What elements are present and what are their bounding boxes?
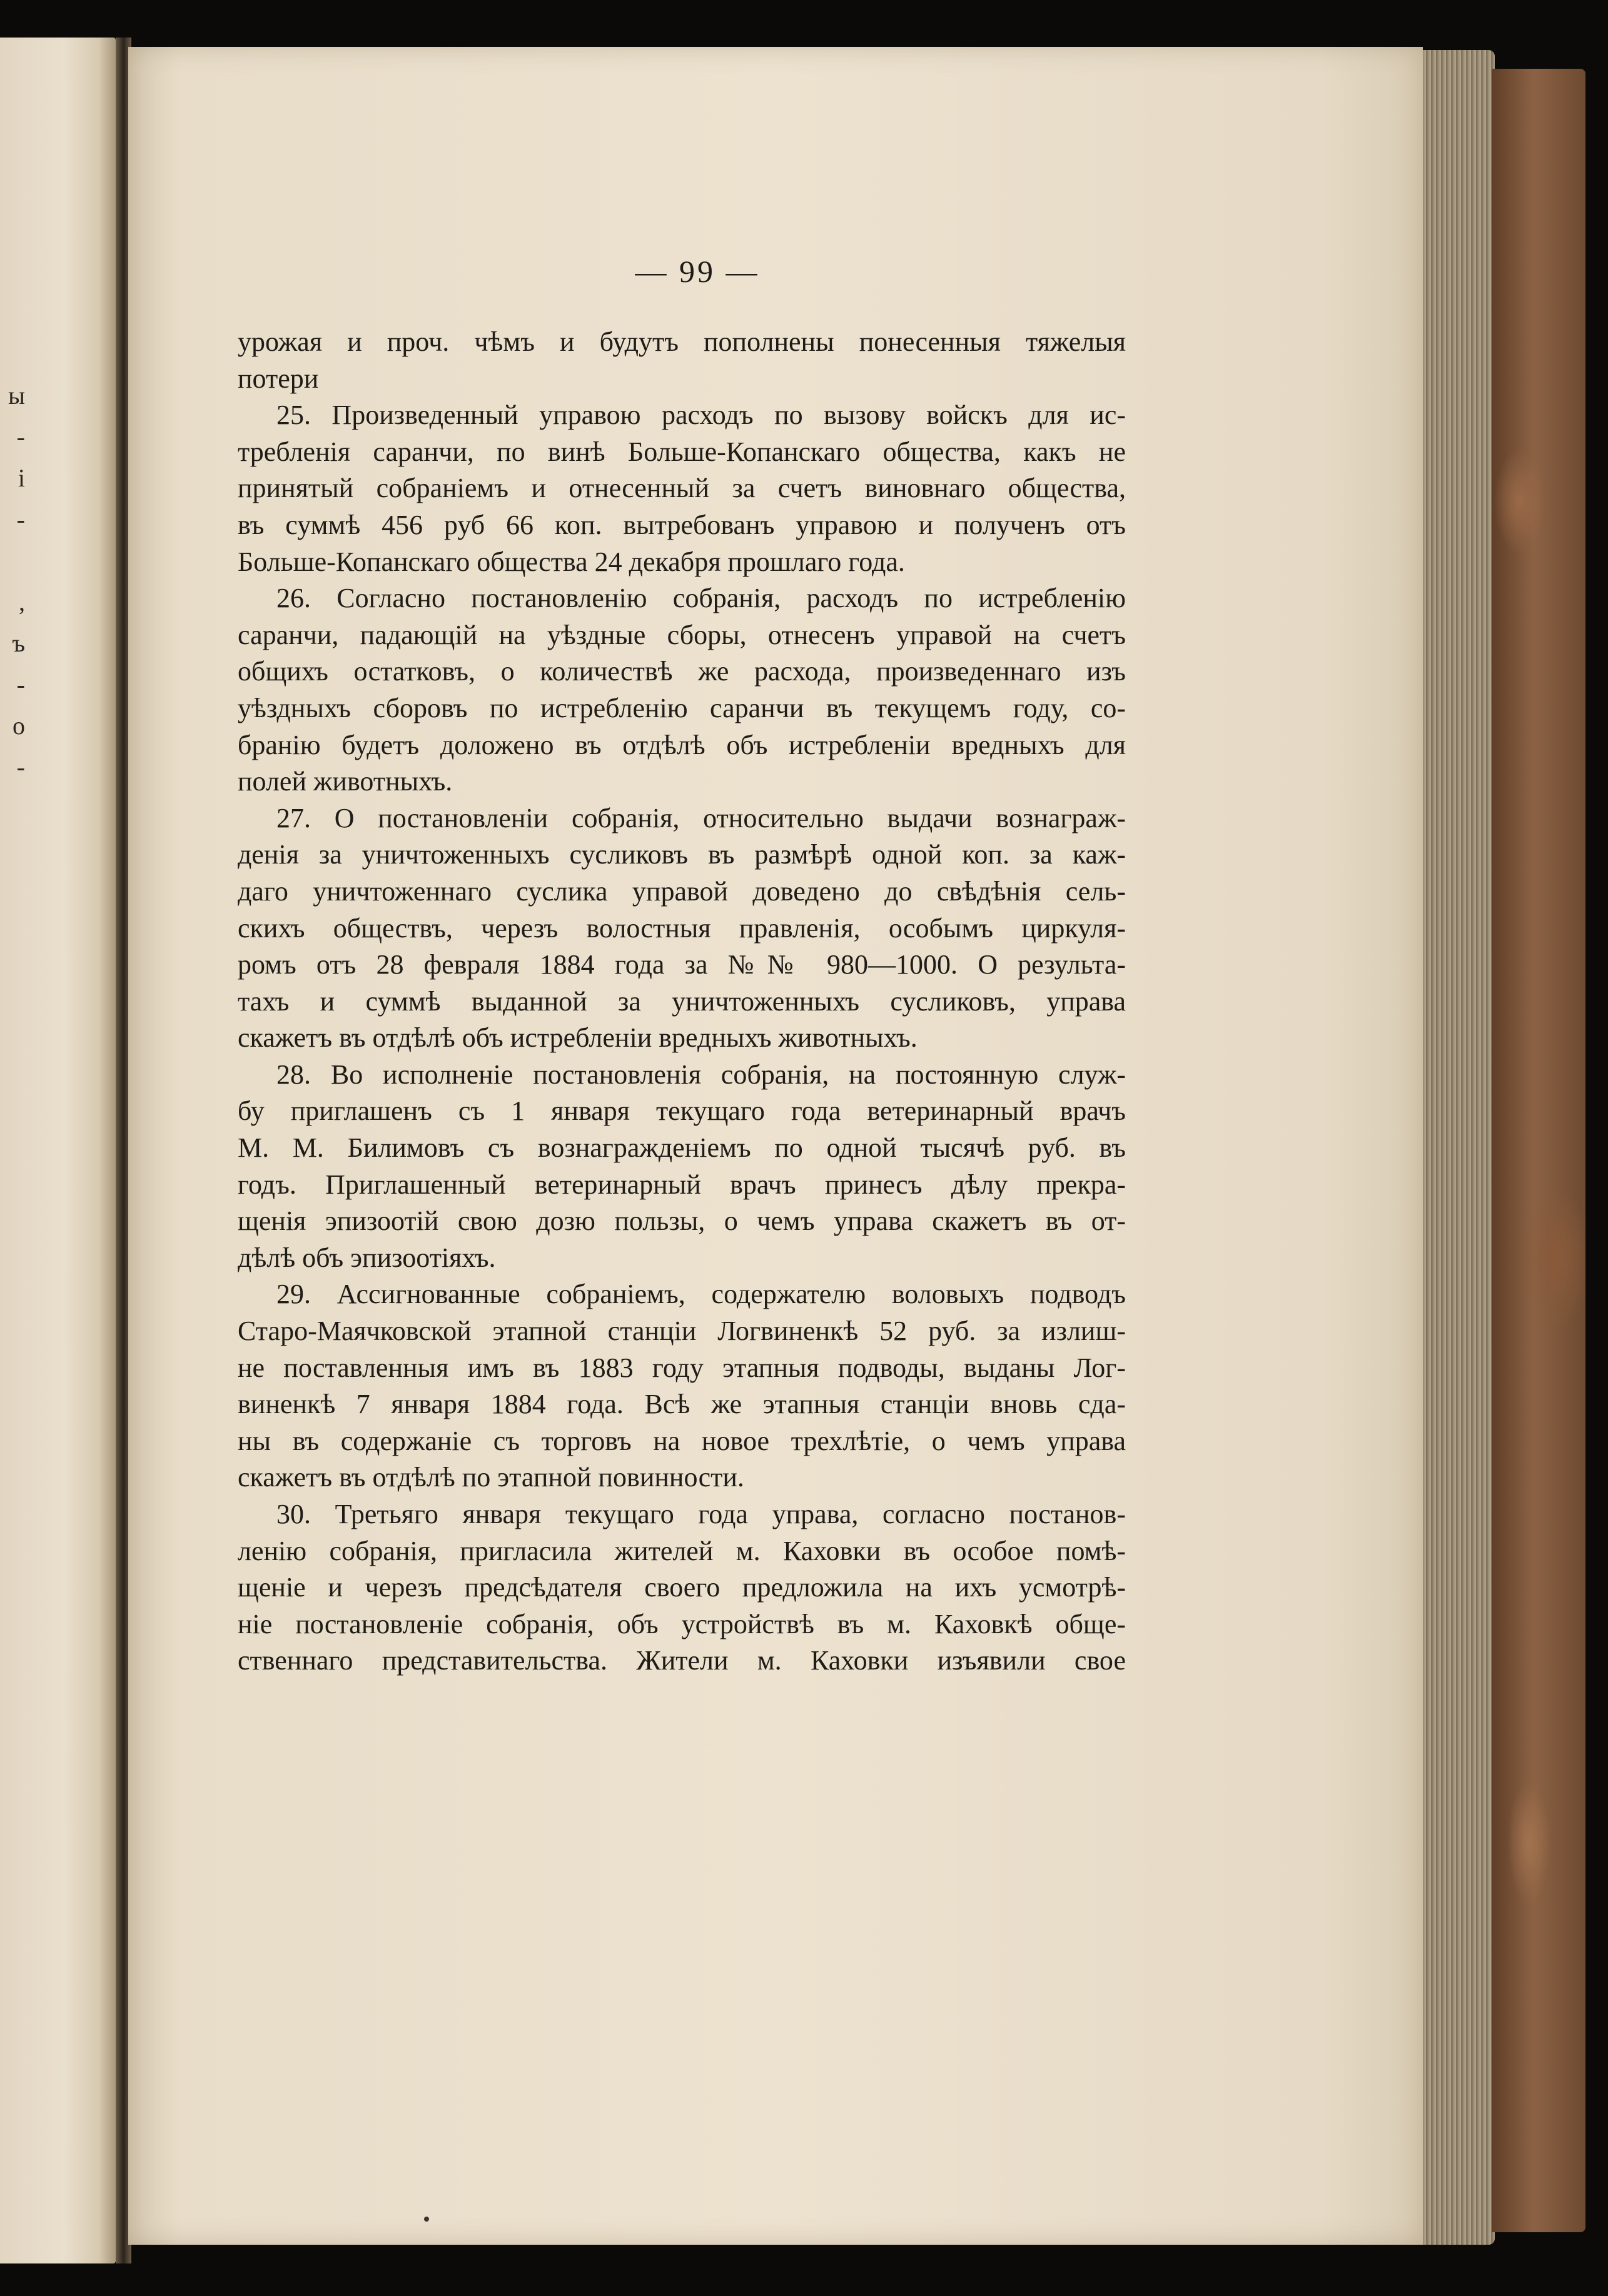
text-line: общихъ остатковъ, о количествѣ же расхода, произведеннаго изъ bbox=[238, 656, 1126, 687]
text-line: саранчи, падающій на уѣздные сборы, отнесенъ управой на счетъ bbox=[238, 619, 1126, 650]
text-line: потери bbox=[238, 363, 319, 394]
text-line: Больше-Копанскаго общества 24 декабря прошлаго года. bbox=[238, 546, 905, 577]
text-line: 28. Во исполненіе постановленія собранія, на постоянную служ- bbox=[276, 1059, 1126, 1090]
text-line: полей животныхъ. bbox=[238, 766, 453, 797]
text-line: бу приглашенъ съ 1 января текущаго года ветеринарный врачъ bbox=[238, 1095, 1126, 1127]
left-margin-mark: ы bbox=[8, 381, 25, 410]
left-margin-mark: - bbox=[16, 505, 25, 533]
text-line: щенія эпизоотій свою дозю пользы, о чемъ управа скажетъ въ от- bbox=[238, 1206, 1126, 1237]
left-margin-mark: ъ bbox=[12, 629, 25, 657]
left-page bbox=[0, 38, 116, 2263]
book-cover bbox=[1492, 69, 1585, 2232]
left-margin-mark: - bbox=[16, 753, 25, 781]
text-line: Старо-Маячковской этапной станціи Логвиненкѣ 52 руб. за излиш- bbox=[238, 1316, 1126, 1347]
text-line: М. М. Билимовъ съ вознагражденіемъ по одной тысячѣ руб. въ bbox=[238, 1132, 1126, 1164]
body-text bbox=[238, 324, 1126, 1679]
text-line: годъ. Приглашенный ветеринарный врачъ принесъ дѣлу прекра- bbox=[238, 1169, 1126, 1200]
text-line: скихъ обществъ, черезъ волостныя правленія, особымъ циркуля- bbox=[238, 912, 1126, 944]
text-line: ніе постановленіе собранія, объ устройствѣ въ м. Каховкѣ обще- bbox=[238, 1608, 1126, 1639]
text-line: принятый собраніемъ и отнесенный за счетъ виновнаго общества, bbox=[238, 473, 1126, 504]
text-line: не поставленныя имъ въ 1883 году этапныя подводы, выданы Лог- bbox=[238, 1352, 1126, 1383]
text-line: ны въ содержаніе съ торговъ на новое трехлѣтіе, о чемъ управа bbox=[238, 1425, 1126, 1456]
text-line: урожая и проч. чѣмъ и будутъ пополнены понесенныя тяжелыя bbox=[238, 326, 1126, 357]
left-margin-mark: - bbox=[16, 670, 25, 698]
text-line: 27. О постановленіи собранія, относительно выдачи вознаграж- bbox=[276, 802, 1126, 833]
text-line: тахъ и суммѣ выданной за уничтоженныхъ сусликовъ, управа bbox=[238, 985, 1126, 1017]
text-line: ственнаго представительства. Жители м. Каховки изъявили свое bbox=[238, 1645, 1126, 1676]
text-line: денія за уничтоженныхъ сусликовъ въ размѣрѣ одной коп. за каж- bbox=[238, 839, 1126, 870]
text-line: 29. Ассигнованные собраніемъ, содержателю воловыхъ подводъ bbox=[276, 1279, 1126, 1310]
text-line: ленію собранія, пригласила жителей м. Каховки въ особое помѣ- bbox=[238, 1535, 1126, 1566]
left-margin-mark: - bbox=[16, 423, 25, 451]
text-line: щеніе и черезъ предсѣдателя своего предложила на ихъ усмотрѣ- bbox=[238, 1572, 1126, 1603]
text-line: ромъ отъ 28 февраля 1884 года за №№ 980—1000. О результа- bbox=[238, 949, 1126, 980]
text-line: 26. Согласно постановленію собранія, расходъ по истребленію bbox=[276, 583, 1126, 614]
text-line: скажетъ въ отдѣлѣ по этапной повинности. bbox=[238, 1462, 744, 1493]
text-line: бранію будетъ доложено въ отдѣлѣ объ истребленіи вредныхъ для bbox=[238, 729, 1126, 760]
left-margin-mark: і bbox=[18, 464, 25, 492]
left-margin-mark: о bbox=[13, 712, 25, 740]
page-number: — 99 — bbox=[635, 254, 760, 289]
left-page-margin-text bbox=[0, 375, 25, 788]
ink-spot bbox=[424, 2217, 429, 2222]
text-line: требленія саранчи, по винѣ Больше-Копанскаго общества, какъ не bbox=[238, 436, 1126, 467]
text-line: уѣздныхъ сборовъ по истребленію саранчи въ текущемъ году, со- bbox=[238, 692, 1126, 723]
text-line: виненкѣ 7 января 1884 года. Всѣ же этапныя станціи вновь сда- bbox=[238, 1389, 1126, 1420]
text-line: скажетъ въ отдѣлѣ объ истребленіи вредныхъ животныхъ. bbox=[238, 1022, 918, 1054]
left-margin-mark: , bbox=[19, 588, 25, 616]
text-line: 30. Третьяго января текущаго года управа, согласно постанов- bbox=[276, 1499, 1126, 1529]
text-line: въ суммѣ 456 руб 66 коп. вытребованъ управою и полученъ отъ bbox=[238, 509, 1126, 540]
text-line: 25. Произведенный управою расходъ по вызову войскъ для ис- bbox=[276, 400, 1126, 431]
text-line: дѣлѣ объ эпизоотіяхъ. bbox=[238, 1242, 496, 1273]
page-edges bbox=[1413, 50, 1495, 2245]
left-margin-mark bbox=[0, 540, 25, 582]
text-line: даго уничтоженнаго суслика управой доведено до свѣдѣнія сель- bbox=[238, 875, 1126, 907]
